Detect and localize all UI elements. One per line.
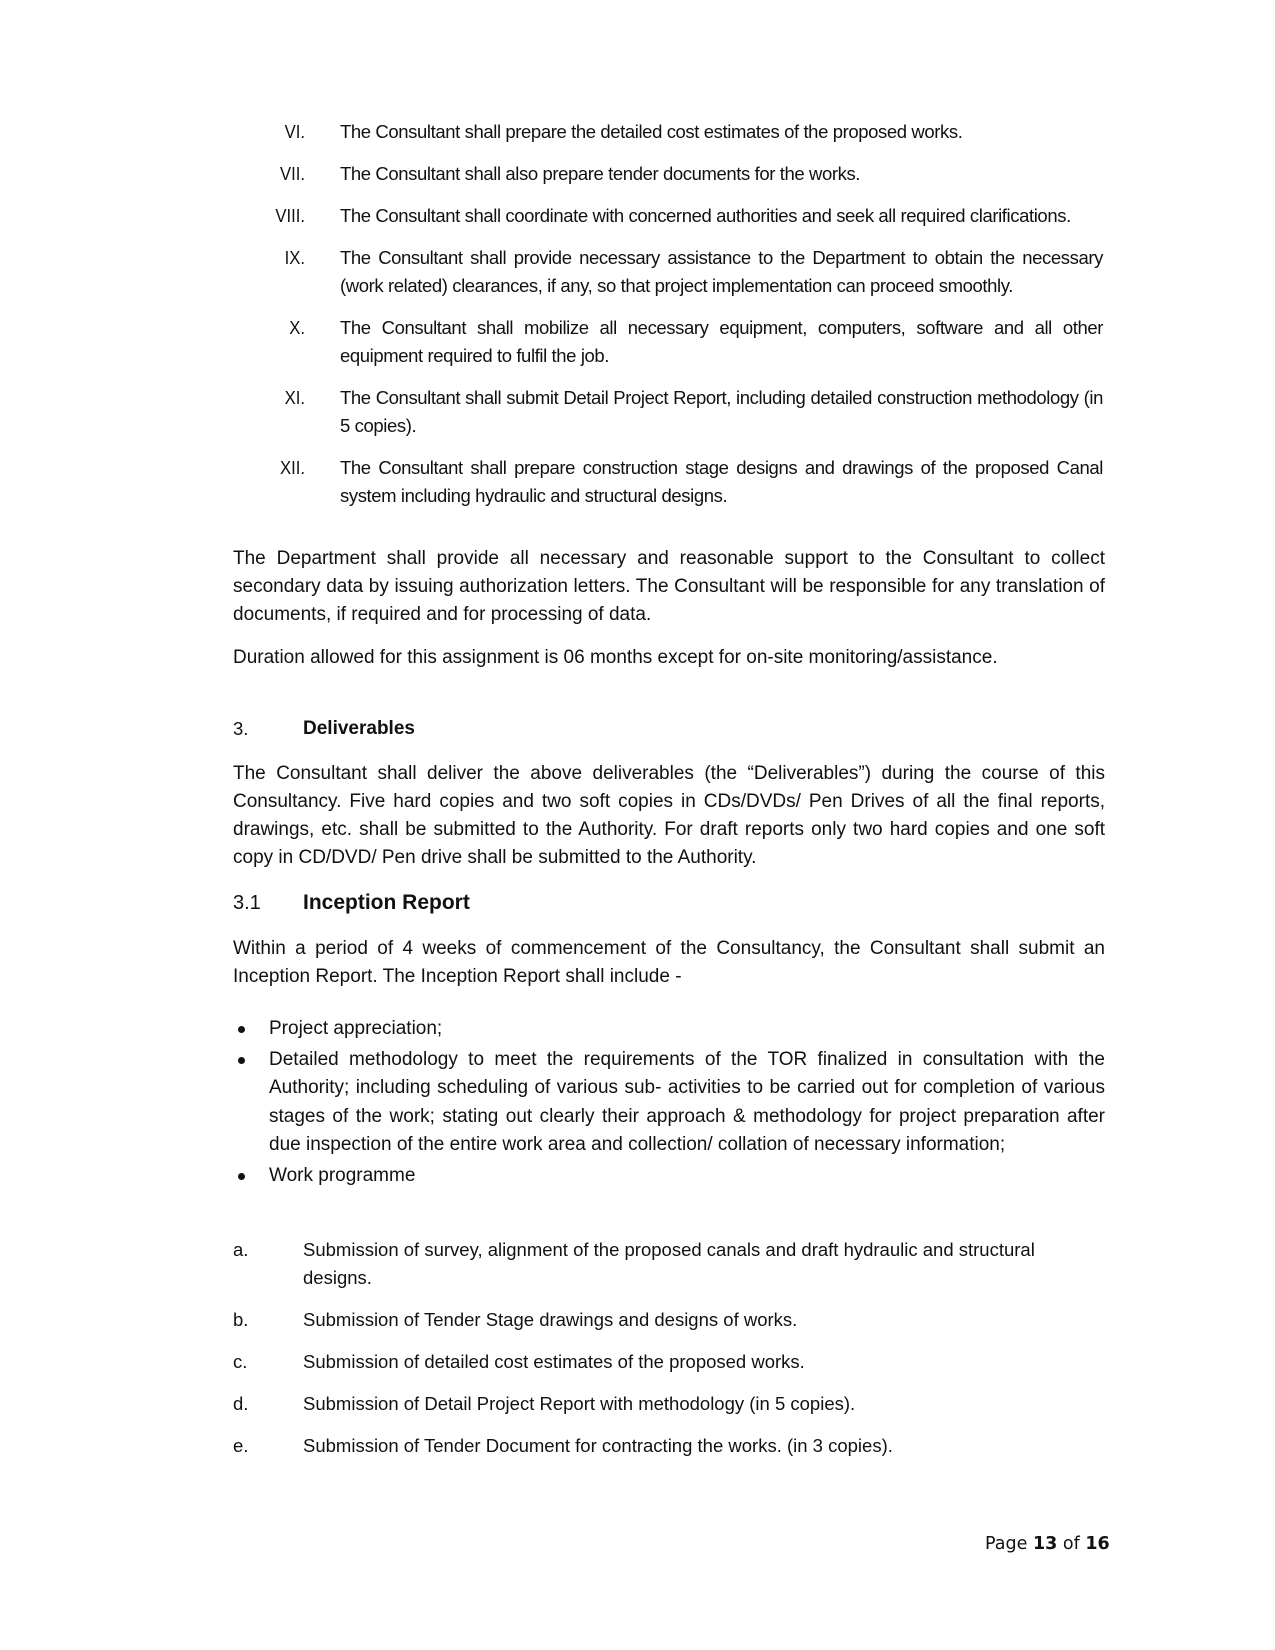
programme-text: Submission of Detail Project Report with methodology (in 5 copies). xyxy=(303,1393,856,1414)
programme-letter: b. xyxy=(233,1309,249,1330)
programme-letter: d. xyxy=(233,1393,249,1414)
task-number: IX. xyxy=(284,247,305,268)
current-page-number: 13 xyxy=(1032,1534,1058,1554)
task-text: The Consultant shall submit Detail Project Report, including detailed construction methodology (in 5 copies). xyxy=(340,387,1103,436)
programme-item xyxy=(233,1348,1105,1376)
bullet-icon xyxy=(238,1057,245,1064)
support-paragraph: The Department shall provide all necessary and reasonable support to the Consultant to collect secondary data by issuing authorization letters. The Consultant will be responsible for any translation of documents, if required and for processing of data. xyxy=(233,548,1105,625)
task-number: VI. xyxy=(284,121,305,142)
programme-text: Submission of Tender Stage drawings and designs of works. xyxy=(303,1309,798,1330)
task-item xyxy=(0,384,1275,440)
section-heading-inception-report xyxy=(233,889,1105,917)
inception-paragraph: Within a period of 4 weeks of commencement of the Consultancy, the Consultant shall submit an Inception Report. The Inception Report shall include - xyxy=(233,938,1105,987)
inception-contents-list xyxy=(233,1015,1105,1192)
deliverables-paragraph: The Consultant shall deliver the above deliverables (the “Deliverables”) during the course of this Consultancy. Five hard copies and two soft copies in CDs/DVDs/ Pen Drives of all the final reports, drawings, etc. shall be submitted to the Authority. For draft reports only two hard copies and one soft copy in CD/DVD/ Pen drive shall be submitted to the Authority. xyxy=(233,763,1105,868)
programme-text: Submission of survey, alignment of the proposed canals and draft hydraulic and structural designs. xyxy=(303,1239,1035,1288)
section-number: 3. xyxy=(233,718,249,739)
task-text: The Consultant shall mobilize all necessary equipment, computers, software and all other equipment required to fulfil the job. xyxy=(340,317,1103,366)
programme-text: Submission of Tender Document for contracting the works. (in 3 copies). xyxy=(303,1435,893,1456)
total-pages-number: 16 xyxy=(1085,1534,1110,1554)
task-text: The Consultant shall also prepare tender documents for the works. xyxy=(340,163,861,184)
list-item xyxy=(233,1015,1105,1044)
bullet-icon xyxy=(238,1026,245,1033)
task-number: XII. xyxy=(280,457,305,478)
task-number: VIII. xyxy=(275,205,305,226)
page-number-footer xyxy=(985,1534,1110,1554)
list-item-text: Detailed methodology to meet the requirements of the TOR finalized in consultation with the Authority; including scheduling of various sub- activities to be carried out for completion of various stages of the work; stating out clearly their approach & methodology for project preparation after due inspection of the entire work area and collection/ collation of necessary information; xyxy=(269,1048,1105,1155)
task-item xyxy=(0,118,1275,146)
task-number: VII. xyxy=(280,163,305,184)
bullet-icon xyxy=(238,1173,245,1180)
list-item xyxy=(233,1162,1105,1191)
programme-item xyxy=(233,1306,1105,1334)
task-number: X. xyxy=(289,317,305,338)
task-text: The Consultant shall prepare construction stage designs and drawings of the proposed Canal system including hydraulic and structural designs. xyxy=(340,457,1103,506)
task-text: The Consultant shall coordinate with concerned authorities and seek all required clarifications. xyxy=(340,205,1071,226)
task-item xyxy=(0,202,1275,230)
section-title: Deliverables xyxy=(303,718,415,739)
section-title: Inception Report xyxy=(303,891,470,914)
work-programme-list xyxy=(233,1236,1105,1474)
task-item xyxy=(0,314,1275,370)
of-word: of xyxy=(1062,1534,1080,1554)
list-item-text: Work programme xyxy=(269,1164,416,1186)
section-heading-deliverables xyxy=(233,715,1105,743)
task-text: The Consultant shall provide necessary assistance to the Department to obtain the necessary (work related) clearances, if any, so that project implementation can proceed smoothly. xyxy=(340,247,1103,296)
programme-item xyxy=(233,1390,1105,1418)
task-item xyxy=(0,454,1275,510)
programme-item xyxy=(233,1236,1105,1292)
programme-item xyxy=(233,1432,1105,1460)
task-list xyxy=(0,118,1275,524)
list-item xyxy=(233,1046,1105,1160)
programme-letter: c. xyxy=(233,1351,248,1372)
programme-letter: e. xyxy=(233,1435,249,1456)
task-item xyxy=(0,244,1275,300)
duration-paragraph: Duration allowed for this assignment is 06 months except for on-site monitoring/assistance. xyxy=(233,647,998,668)
task-text: The Consultant shall prepare the detailed cost estimates of the proposed works. xyxy=(340,121,963,142)
programme-letter: a. xyxy=(233,1239,249,1260)
task-item xyxy=(0,160,1275,188)
programme-text: Submission of detailed cost estimates of the proposed works. xyxy=(303,1351,805,1372)
section-number: 3.1 xyxy=(233,892,261,914)
task-number: XI. xyxy=(284,387,305,408)
list-item-text: Project appreciation; xyxy=(269,1018,443,1039)
page-word: Page xyxy=(985,1534,1028,1554)
